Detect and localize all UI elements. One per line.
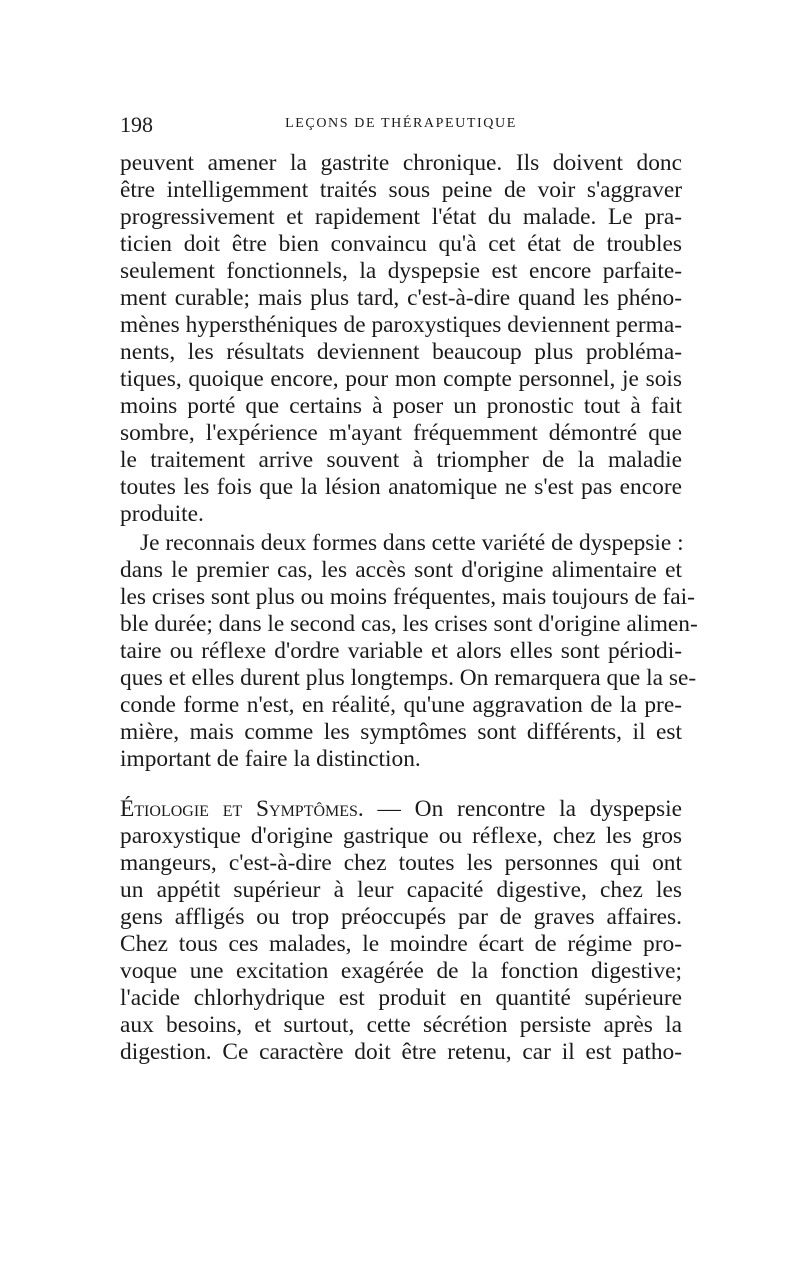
text-line: progressivement et rapidement l'état du malade. Le pra- (120, 204, 682, 230)
text-line: mière, mais comme les symptômes sont différents, il est (120, 719, 682, 745)
page-number: 198 (120, 112, 153, 137)
text-line: important de faire la distinction. (120, 746, 421, 772)
text-line: nents, les résultats deviennent beaucoup plus probléma- (120, 339, 682, 365)
text-line: gens affligés ou trop préoccupés par de graves affaires. (120, 904, 682, 930)
text-line: paroxystique d'origine gastrique ou réflexe, chez les gros (120, 823, 682, 849)
text-line: sombre, l'expérience m'ayant fréquemment démontré que (120, 420, 682, 446)
text-line: dans le premier cas, les accès sont d'origine alimentaire et (120, 557, 682, 583)
text-line: l'acide chlorhydrique est produit en quantité supérieure (120, 985, 682, 1011)
text-line: un appétit supérieur à leur capacité digestive, chez les (120, 877, 682, 903)
text-line: Chez tous ces malades, le moindre écart de régime pro- (120, 931, 682, 957)
text-line: moins porté que certains à poser un pronostic tout à fait (120, 393, 682, 419)
text-line: le traitement arrive souvent à triompher de la maladie (120, 447, 682, 473)
text-line: seulement fonctionnels, la dyspepsie est encore parfaite- (120, 258, 682, 284)
text-line: toutes les fois que la lésion anatomique ne s'est pas encore (120, 474, 682, 500)
section-heading: Étiologie et Symptômes. (120, 796, 364, 822)
text-line: mènes hypersthéniques de paroxystiques deviennent perma- (120, 312, 682, 338)
text-line: les crises sont plus ou moins fréquentes, mais toujours de fai- (120, 584, 695, 610)
text-line: mangeurs, c'est-à-dire chez toutes les personnes qui ont (120, 850, 682, 876)
text-line: ment curable; mais plus tard, c'est-à-dire quand les phéno- (120, 285, 682, 311)
text-line: ques et elles durent plus longtemps. On remarquera que la se- (120, 665, 697, 691)
text-line: digestion. Ce caractère doit être retenu, car il est patho- (120, 1039, 682, 1065)
text-line: être intelligemment traités sous peine de voir s'aggraver (120, 177, 682, 203)
text-line: peuvent amener la gastrite chronique. Ils doivent donc (120, 150, 682, 176)
section-first-line-text: — On rencontre la dyspepsie (363, 796, 682, 822)
text-line: voque une excitation exagérée de la fonction digestive; (120, 958, 682, 984)
running-title: LEÇONS DE THÉRAPEUTIQUE (285, 116, 517, 131)
text-line: taire ou réflexe d'ordre variable et alors elles sont périodi- (120, 638, 682, 664)
text-line: ticien doit être bien convaincu qu'à cet état de troubles (120, 231, 682, 257)
running-head (120, 112, 682, 142)
text-line: tiques, quoique encore, pour mon compte personnel, je sois (120, 366, 682, 392)
text-line: Je reconnais deux formes dans cette variété de dyspepsie : (140, 530, 684, 556)
text-line: aux besoins, et surtout, cette sécrétion persiste après la (120, 1012, 682, 1038)
text-line: ble durée; dans le second cas, les crises sont d'origine alimen- (120, 611, 698, 637)
text-line: produite. (120, 501, 204, 527)
text-line: conde forme n'est, en réalité, qu'une aggravation de la pre- (120, 692, 682, 718)
section-first-line (120, 796, 682, 823)
